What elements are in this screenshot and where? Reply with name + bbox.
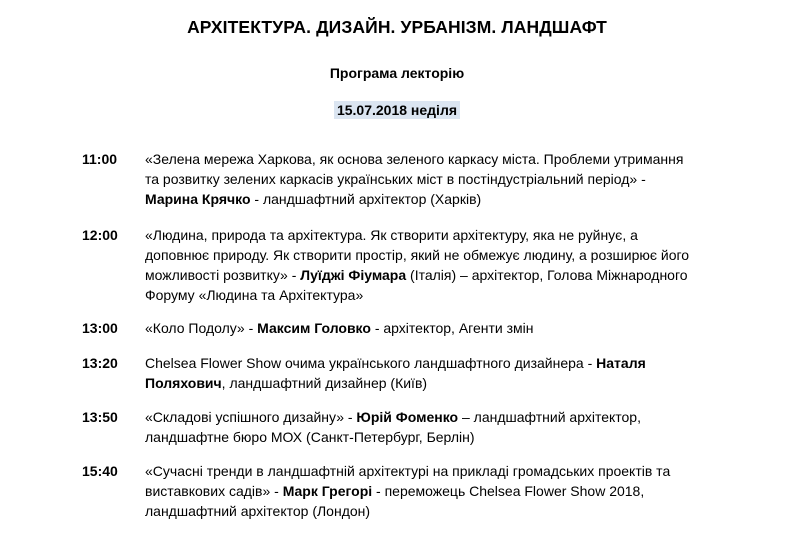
speaker-name: Марина Крячко [145, 191, 251, 207]
entry-text-line: ландшафтне бюро МОХ (Санкт-Петербург, Берлін) [145, 429, 475, 445]
entry-description [145, 461, 725, 521]
entry-text-line [145, 407, 725, 427]
entry-text-line: та розвитку зелених каркасів українських міст в постіндустріальний період» - [145, 171, 646, 187]
page-subtitle: Програма лекторію [329, 65, 465, 81]
date-line [0, 101, 794, 120]
entry-text-fragment: можливості розвитку» - [145, 267, 301, 283]
speaker-name: Максим Головко [257, 320, 371, 336]
entry-text-line [145, 189, 725, 209]
entry-description [145, 149, 725, 209]
entry-time: 13:50 [82, 409, 118, 425]
speaker-role: – ландшафтний архітектор, [458, 409, 641, 425]
entry-text-line: «Сучасні тренди в ландшафтній архітектурі на прикладі громадських проектів та [145, 463, 671, 479]
entry-time: 11:00 [82, 151, 118, 167]
entry-text-line [145, 318, 725, 338]
speaker-role: (Італія) – архітектор, Голова Міжнародного [406, 267, 688, 283]
entry-description [145, 353, 725, 393]
speaker-name: Юрій Фоменко [356, 409, 459, 425]
entry-text-line: ландшафтний архітектор (Лондон) [145, 503, 371, 519]
entry-text-fragment: «Складові успішного дизайну» - [145, 409, 357, 425]
entry-text-line [145, 353, 725, 373]
speaker-role: - архітектор, Агенти змін [370, 320, 534, 336]
speaker-name: Луїджі Фіумара [300, 267, 407, 283]
speaker-name: Наталя [596, 355, 646, 371]
entry-time: 15:40 [82, 463, 118, 479]
entry-text-fragment: Chelsea Flower Show очима українського ландшафтного дизайнера - [145, 355, 597, 371]
event-date: 15.07.2018 неділя [334, 101, 460, 119]
entry-text-line: «Зелена мережа Харкова, як основа зеленого каркасу міста. Проблеми утримання [145, 151, 684, 167]
entry-description [145, 225, 725, 305]
entry-text-fragment: «Коло Подолу» - [145, 320, 258, 336]
entry-text-line [145, 481, 725, 501]
entry-time: 13:20 [82, 355, 118, 371]
entry-text-line [145, 265, 725, 285]
page-title: АРХІТЕКТУРА. ДИЗАЙН. УРБАНІЗМ. ЛАНДШАФТ [187, 17, 607, 37]
entry-text-line: «Людина, природа та архітектура. Як створити архітектуру, яка не руйнує, а [145, 227, 638, 243]
entry-time: 12:00 [82, 227, 118, 243]
entry-text-line: Форуму «Людина та Архітектура» [145, 287, 364, 303]
entry-text-fragment: виставкових садів» - [145, 483, 283, 499]
entry-text-line: доповнює природу. Як створити простір, який не обмежує людину, а розширює його [145, 247, 690, 263]
entry-description [145, 318, 725, 338]
entry-time: 13:00 [82, 320, 118, 336]
speaker-role: , ландшафтний дизайнер (Київ) [221, 375, 428, 391]
speaker-name: Марк Грегорі [282, 483, 373, 499]
speaker-role: - переможець Chelsea Flower Show 2018, [372, 483, 645, 499]
entry-text-line [145, 373, 725, 393]
speaker-role: - ландшафтний архітектор (Харків) [250, 191, 482, 207]
entry-description [145, 407, 725, 447]
speaker-name: Поляхович [145, 375, 222, 391]
